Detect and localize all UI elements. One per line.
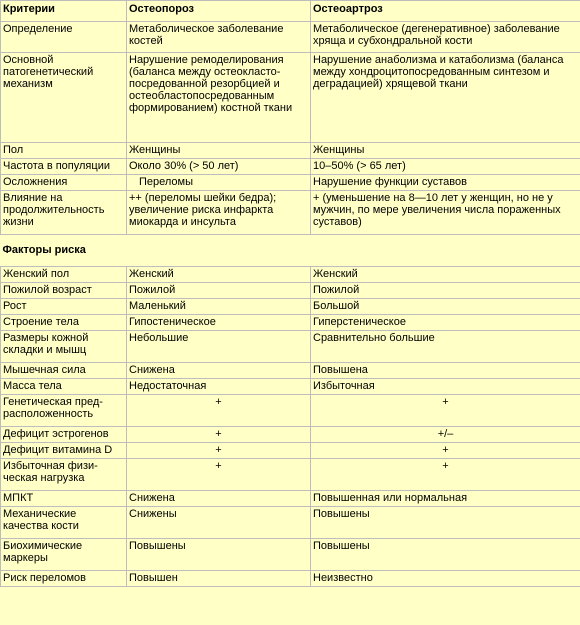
osteoarthrosis-cell: +/–	[311, 427, 580, 443]
osteoporosis-cell: Снижена	[127, 491, 311, 507]
table-row	[1, 143, 580, 159]
osteoporosis-cell: +	[127, 427, 311, 443]
table-row	[1, 191, 580, 235]
table-row	[1, 459, 580, 491]
table-row	[1, 159, 580, 175]
osteoporosis-cell: +	[127, 459, 311, 491]
risk-factor-cell: Риск переломов	[1, 571, 127, 587]
osteoarthrosis-cell: Пожилой	[311, 283, 580, 299]
osteoporosis-cell: Пожилой	[127, 283, 311, 299]
osteoporosis-cell: Снижены	[127, 507, 311, 539]
osteoarthrosis-cell: +	[311, 459, 580, 491]
table-row	[1, 443, 580, 459]
osteoarthrosis-cell: Нарушение анаболизма и катаболизма (баланса между хондроцитопосредованным синтезом и деградацией) хрящевой ткани	[311, 53, 580, 143]
header-criteria: Критерии	[1, 1, 127, 22]
table-row	[1, 379, 580, 395]
table-row	[1, 539, 580, 571]
table-row	[1, 175, 580, 191]
table-row	[1, 427, 580, 443]
risk-factor-cell: Дефицит витамина D	[1, 443, 127, 459]
osteoarthrosis-cell: + (уменьшение на 8—10 лет у женщин, но не у мужчин, по мере увеличения числа пораженных суставов)	[311, 191, 580, 235]
risk-factor-cell: Женский пол	[1, 267, 127, 283]
table-row	[1, 571, 580, 587]
table-row	[1, 299, 580, 315]
osteoporosis-cell: Повышен	[127, 571, 311, 587]
osteoarthrosis-cell: Повышенная или нормальная	[311, 491, 580, 507]
table-row	[1, 315, 580, 331]
section-title: Факторы риска	[2, 244, 86, 256]
osteoporosis-cell: Переломы	[127, 175, 311, 191]
table-row	[1, 283, 580, 299]
osteoarthrosis-cell: Повышена	[311, 363, 580, 379]
osteoporosis-cell: Маленький	[127, 299, 311, 315]
criterion-cell: Основной патогенетический механизм	[1, 53, 127, 143]
osteoarthrosis-cell: Повышены	[311, 539, 580, 571]
table-row	[1, 491, 580, 507]
criterion-cell: Частота в популяции	[1, 159, 127, 175]
osteoporosis-cell: Недостаточная	[127, 379, 311, 395]
criterion-cell: Влияние на продолжительность жизни	[1, 191, 127, 235]
osteoporosis-cell: Женщины	[127, 143, 311, 159]
risk-factor-cell: Размеры кожной складки и мышц	[1, 331, 127, 363]
criterion-cell: Пол	[1, 143, 127, 159]
header-osteoporosis: Остеопороз	[127, 1, 311, 22]
risk-factor-cell: Масса тела	[1, 379, 127, 395]
table-row	[1, 331, 580, 363]
risk-factor-cell: Биохимические маркеры	[1, 539, 127, 571]
osteoarthrosis-cell: Женщины	[311, 143, 580, 159]
table-row	[1, 507, 580, 539]
osteoarthrosis-cell: Женский	[311, 267, 580, 283]
table-row	[1, 395, 580, 427]
osteoporosis-cell: Нарушение ремоделирования (баланса между остеокласто-посредованной резорбцией и остеобластопосредованным формированием) костной ткани	[127, 53, 311, 143]
osteoarthrosis-cell: Гиперстеническое	[311, 315, 580, 331]
osteoarthrosis-cell: +	[311, 443, 580, 459]
osteoarthrosis-cell: Повышены	[311, 507, 580, 539]
table-row	[1, 22, 580, 53]
osteoarthrosis-cell: Сравнительно большие	[311, 331, 580, 363]
osteoporosis-cell: Метаболическое заболевание костей	[127, 22, 311, 53]
osteoporosis-cell: +	[127, 443, 311, 459]
osteoporosis-cell: Снижена	[127, 363, 311, 379]
osteoporosis-cell: Гипостеническое	[127, 315, 311, 331]
risk-factor-cell: Механические качества кости	[1, 507, 127, 539]
risk-factor-cell: Генетическая пред-расположенность	[1, 395, 127, 427]
risk-factor-cell: Пожилой возраст	[1, 283, 127, 299]
criterion-cell: Осложнения	[1, 175, 127, 191]
osteoporosis-cell: ++ (переломы шейки бедра); увеличение риска инфаркта миокарда и инсульта	[127, 191, 311, 235]
table-row	[1, 53, 580, 143]
osteoporosis-cell: Около 30% (> 50 лет)	[127, 159, 311, 175]
risk-factor-cell: Строение тела	[1, 315, 127, 331]
header-row	[1, 1, 580, 22]
osteoporosis-cell: Женский	[127, 267, 311, 283]
table-row	[1, 267, 580, 283]
risk-factor-cell: МПКТ	[1, 491, 127, 507]
osteoarthrosis-cell: Метаболическое (дегенеративное) заболевание хряща и субхондральной кости	[311, 22, 580, 53]
osteoarthrosis-cell: Неизвестно	[311, 571, 580, 587]
osteoarthrosis-cell: Нарушение функции суставов	[311, 175, 580, 191]
header-osteoarthrosis: Остеоартроз	[311, 1, 580, 22]
section-row	[1, 235, 580, 267]
risk-factor-cell: Дефицит эстрогенов	[1, 427, 127, 443]
osteoporosis-cell: Небольшие	[127, 331, 311, 363]
risk-factor-cell: Избыточная физи-ческая нагрузка	[1, 459, 127, 491]
risk-factor-cell: Рост	[1, 299, 127, 315]
osteoporosis-cell: +	[127, 395, 311, 427]
table-row	[1, 363, 580, 379]
osteoarthrosis-cell: Большой	[311, 299, 580, 315]
osteoarthrosis-cell: Избыточная	[311, 379, 580, 395]
osteoarthrosis-cell: +	[311, 395, 580, 427]
osteoarthrosis-cell: 10–50% (> 65 лет)	[311, 159, 580, 175]
osteoporosis-cell: Повышены	[127, 539, 311, 571]
risk-factor-cell: Мышечная сила	[1, 363, 127, 379]
criterion-cell: Определение	[1, 22, 127, 53]
